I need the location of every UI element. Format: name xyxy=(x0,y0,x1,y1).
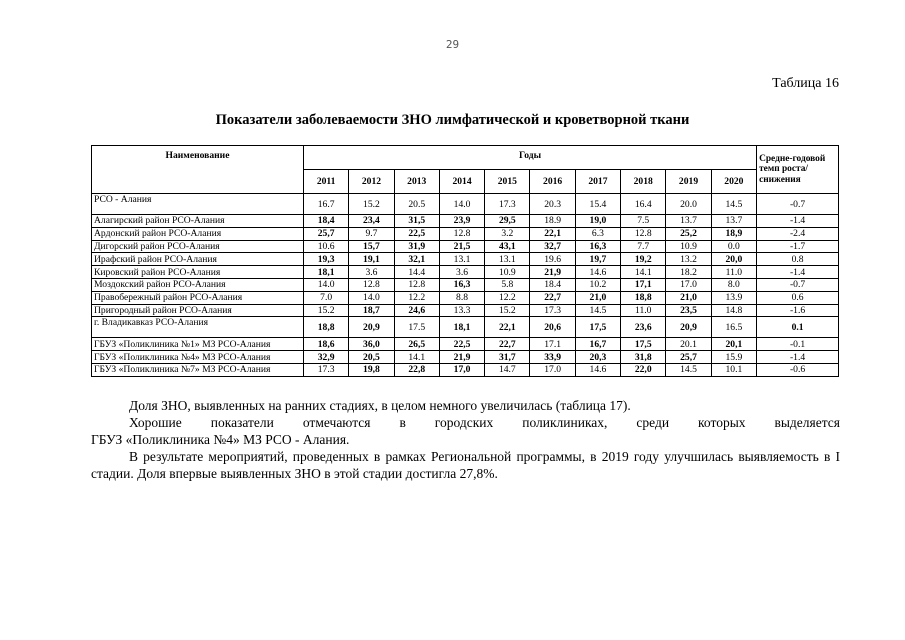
value-cell: 10.9 xyxy=(666,240,711,253)
row-name: ГБУЗ «Поликлиника №1» МЗ РСО-Алания xyxy=(92,338,304,351)
value-cell: 32,9 xyxy=(304,351,349,364)
value-cell: 9.7 xyxy=(349,227,394,240)
value-cell: 10.9 xyxy=(485,266,530,279)
value-cell: 11.0 xyxy=(621,304,666,317)
year-header: 2013 xyxy=(394,170,439,194)
value-cell: 10.2 xyxy=(575,278,620,291)
value-cell: 12.8 xyxy=(349,278,394,291)
value-cell: 16,7 xyxy=(575,338,620,351)
value-cell: 20.1 xyxy=(666,338,711,351)
year-header: 2016 xyxy=(530,170,575,194)
value-cell: 23,4 xyxy=(349,215,394,228)
paragraph-1: Доля ЗНО, выявленных на ранних стадиях, в целом немного увеличилась (таблица 17). xyxy=(129,398,631,413)
row-name: Ардонский район РСО-Алания xyxy=(92,227,304,240)
value-cell: 32,1 xyxy=(394,253,439,266)
value-cell: 23,6 xyxy=(621,317,666,338)
row-name: Пригородный район РСО-Алания xyxy=(92,304,304,317)
table-row xyxy=(92,304,839,317)
value-cell: 18,1 xyxy=(439,317,484,338)
value-cell: 14.5 xyxy=(575,304,620,317)
value-cell: 20.3 xyxy=(530,194,575,215)
value-cell: 17.3 xyxy=(530,304,575,317)
row-name: РСО - Алания xyxy=(92,194,304,215)
value-cell: 24,6 xyxy=(394,304,439,317)
table-label: Таблица 16 xyxy=(772,76,839,91)
value-cell: 22,0 xyxy=(621,363,666,376)
value-cell: 19,2 xyxy=(621,253,666,266)
value-cell: 17.1 xyxy=(530,338,575,351)
value-cell: 25,7 xyxy=(666,351,711,364)
avg-cell: -0.7 xyxy=(757,194,839,215)
value-cell: 14.4 xyxy=(394,266,439,279)
value-cell: 18.2 xyxy=(666,266,711,279)
value-cell: 14.8 xyxy=(711,304,756,317)
value-cell: 14.7 xyxy=(485,363,530,376)
value-cell: 17.5 xyxy=(394,317,439,338)
value-cell: 13.1 xyxy=(439,253,484,266)
table-row xyxy=(92,338,839,351)
value-cell: 31,8 xyxy=(621,351,666,364)
value-cell: 19.6 xyxy=(530,253,575,266)
value-cell: 16.4 xyxy=(621,194,666,215)
value-cell: 22,5 xyxy=(439,338,484,351)
value-cell: 31,9 xyxy=(394,240,439,253)
value-cell: 18,4 xyxy=(304,215,349,228)
value-cell: 20,3 xyxy=(575,351,620,364)
value-cell: 15,7 xyxy=(349,240,394,253)
value-cell: 29,5 xyxy=(485,215,530,228)
row-name: ГБУЗ «Поликлиника №4» МЗ РСО-Алания xyxy=(92,351,304,364)
value-cell: 17.0 xyxy=(666,278,711,291)
table-row xyxy=(92,317,839,338)
value-cell: 18,6 xyxy=(304,338,349,351)
value-cell: 18,8 xyxy=(621,291,666,304)
value-cell: 19,7 xyxy=(575,253,620,266)
value-cell: 16.7 xyxy=(304,194,349,215)
value-cell: 21,9 xyxy=(530,266,575,279)
year-header: 2011 xyxy=(304,170,349,194)
value-cell: 12.8 xyxy=(439,227,484,240)
value-cell: 18.9 xyxy=(530,215,575,228)
value-cell: 20,9 xyxy=(666,317,711,338)
value-cell: 6.3 xyxy=(575,227,620,240)
value-cell: 20,0 xyxy=(711,253,756,266)
avg-cell: -1.4 xyxy=(757,266,839,279)
value-cell: 25,7 xyxy=(304,227,349,240)
header-avg: Средне-годовой темп роста/ снижения xyxy=(757,146,839,194)
value-cell: 14.1 xyxy=(394,351,439,364)
value-cell: 22,1 xyxy=(530,227,575,240)
year-header: 2019 xyxy=(666,170,711,194)
value-cell: 13.2 xyxy=(666,253,711,266)
value-cell: 17.3 xyxy=(485,194,530,215)
value-cell: 12.2 xyxy=(394,291,439,304)
page-number: 29 xyxy=(445,38,460,51)
value-cell: 31,5 xyxy=(394,215,439,228)
value-cell: 19,8 xyxy=(349,363,394,376)
value-cell: 22,5 xyxy=(394,227,439,240)
year-header: 2015 xyxy=(485,170,530,194)
value-cell: 14.0 xyxy=(349,291,394,304)
table-row xyxy=(92,266,839,279)
value-cell: 21,9 xyxy=(439,351,484,364)
header-name: Наименование xyxy=(92,146,304,194)
value-cell: 22,1 xyxy=(485,317,530,338)
value-cell: 22,8 xyxy=(394,363,439,376)
value-cell: 3.2 xyxy=(485,227,530,240)
avg-cell: -1.4 xyxy=(757,215,839,228)
table-title: Показатели заболеваемости ЗНО лимфатической и кроветворной ткани xyxy=(215,112,690,128)
year-header: 2017 xyxy=(575,170,620,194)
row-name: Кировский район РСО-Алания xyxy=(92,266,304,279)
value-cell: 16,3 xyxy=(575,240,620,253)
value-cell: 18,1 xyxy=(304,266,349,279)
table-row xyxy=(92,363,839,376)
value-cell: 14.1 xyxy=(621,266,666,279)
value-cell: 10.1 xyxy=(711,363,756,376)
value-cell: 17.0 xyxy=(530,363,575,376)
paragraph-3: В результате мероприятий, проведенных в рамках Региональной программы, в 2019 году улучшилась выявляемость в I стадии. Доля впервые выявленных ЗНО в этой стадии достигла 27,8%. xyxy=(91,449,840,481)
header-years: Годы xyxy=(304,146,757,170)
value-cell: 43,1 xyxy=(485,240,530,253)
value-cell: 13.7 xyxy=(666,215,711,228)
table-row xyxy=(92,215,839,228)
value-cell: 7.7 xyxy=(621,240,666,253)
incidence-table xyxy=(91,145,839,377)
table-row xyxy=(92,253,839,266)
value-cell: 20.5 xyxy=(394,194,439,215)
value-cell: 18.4 xyxy=(530,278,575,291)
value-cell: 13.3 xyxy=(439,304,484,317)
value-cell: 15.2 xyxy=(485,304,530,317)
row-name: Моздокский район РСО-Алания xyxy=(92,278,304,291)
value-cell: 17,1 xyxy=(621,278,666,291)
value-cell: 14.0 xyxy=(304,278,349,291)
value-cell: 10.6 xyxy=(304,240,349,253)
avg-cell: -1.7 xyxy=(757,240,839,253)
value-cell: 14.5 xyxy=(666,363,711,376)
value-cell: 20,1 xyxy=(711,338,756,351)
value-cell: 15.2 xyxy=(304,304,349,317)
value-cell: 12.8 xyxy=(621,227,666,240)
year-header: 2020 xyxy=(711,170,756,194)
value-cell: 32,7 xyxy=(530,240,575,253)
value-cell: 12.2 xyxy=(485,291,530,304)
row-name: Дигорский район РСО-Алания xyxy=(92,240,304,253)
value-cell: 16.5 xyxy=(711,317,756,338)
value-cell: 33,9 xyxy=(530,351,575,364)
value-cell: 15.2 xyxy=(349,194,394,215)
value-cell: 7.0 xyxy=(304,291,349,304)
value-cell: 20,6 xyxy=(530,317,575,338)
value-cell: 21,5 xyxy=(439,240,484,253)
value-cell: 3.6 xyxy=(439,266,484,279)
value-cell: 13.7 xyxy=(711,215,756,228)
value-cell: 17,5 xyxy=(621,338,666,351)
paragraph-2-cont: ГБУЗ «Поликлиника №4» МЗ РСО - Алания. xyxy=(91,432,350,447)
value-cell: 22,7 xyxy=(485,338,530,351)
value-cell: 20,5 xyxy=(349,351,394,364)
value-cell: 11.0 xyxy=(711,266,756,279)
avg-cell: -0.1 xyxy=(757,338,839,351)
avg-cell: 0.8 xyxy=(757,253,839,266)
row-name: Ирафский район РСО-Алания xyxy=(92,253,304,266)
row-name: г. Владикавказ РСО-Алания xyxy=(92,317,304,338)
avg-cell: 0.6 xyxy=(757,291,839,304)
paragraph-2: Хорошие показатели отмечаются в городских поликлиниках, среди которых выделяется xyxy=(129,415,840,430)
value-cell: 18,7 xyxy=(349,304,394,317)
value-cell: 0.0 xyxy=(711,240,756,253)
value-cell: 12.8 xyxy=(394,278,439,291)
value-cell: 25,2 xyxy=(666,227,711,240)
row-name: ГБУЗ «Поликлиника №7» МЗ РСО-Алания xyxy=(92,363,304,376)
avg-cell: -1.6 xyxy=(757,304,839,317)
value-cell: 18,9 xyxy=(711,227,756,240)
value-cell: 13.9 xyxy=(711,291,756,304)
value-cell: 8.8 xyxy=(439,291,484,304)
value-cell: 26,5 xyxy=(394,338,439,351)
table-row xyxy=(92,194,839,215)
value-cell: 23,9 xyxy=(439,215,484,228)
year-header: 2018 xyxy=(621,170,666,194)
value-cell: 19,1 xyxy=(349,253,394,266)
value-cell: 17,5 xyxy=(575,317,620,338)
avg-cell: -0.7 xyxy=(757,278,839,291)
avg-cell: -0.6 xyxy=(757,363,839,376)
value-cell: 14.5 xyxy=(711,194,756,215)
table-row xyxy=(92,240,839,253)
value-cell: 8.0 xyxy=(711,278,756,291)
year-header: 2012 xyxy=(349,170,394,194)
table-row xyxy=(92,278,839,291)
year-header: 2014 xyxy=(439,170,484,194)
avg-cell: -1.4 xyxy=(757,351,839,364)
avg-cell: 0.1 xyxy=(757,317,839,338)
value-cell: 14.6 xyxy=(575,266,620,279)
value-cell: 23,5 xyxy=(666,304,711,317)
table-row xyxy=(92,291,839,304)
value-cell: 18,8 xyxy=(304,317,349,338)
value-cell: 21,0 xyxy=(575,291,620,304)
row-name: Алагирский район РСО-Алания xyxy=(92,215,304,228)
table-row xyxy=(92,227,839,240)
value-cell: 14.0 xyxy=(439,194,484,215)
value-cell: 17,0 xyxy=(439,363,484,376)
value-cell: 22,7 xyxy=(530,291,575,304)
value-cell: 17.3 xyxy=(304,363,349,376)
value-cell: 15.9 xyxy=(711,351,756,364)
row-name: Правобережный район РСО-Алания xyxy=(92,291,304,304)
value-cell: 36,0 xyxy=(349,338,394,351)
value-cell: 3.6 xyxy=(349,266,394,279)
value-cell: 21,0 xyxy=(666,291,711,304)
value-cell: 15.4 xyxy=(575,194,620,215)
table-row xyxy=(92,351,839,364)
value-cell: 31,7 xyxy=(485,351,530,364)
value-cell: 19,3 xyxy=(304,253,349,266)
avg-cell: -2.4 xyxy=(757,227,839,240)
value-cell: 20.0 xyxy=(666,194,711,215)
value-cell: 5.8 xyxy=(485,278,530,291)
value-cell: 19,0 xyxy=(575,215,620,228)
value-cell: 7.5 xyxy=(621,215,666,228)
value-cell: 20,9 xyxy=(349,317,394,338)
value-cell: 13.1 xyxy=(485,253,530,266)
value-cell: 16,3 xyxy=(439,278,484,291)
value-cell: 14.6 xyxy=(575,363,620,376)
